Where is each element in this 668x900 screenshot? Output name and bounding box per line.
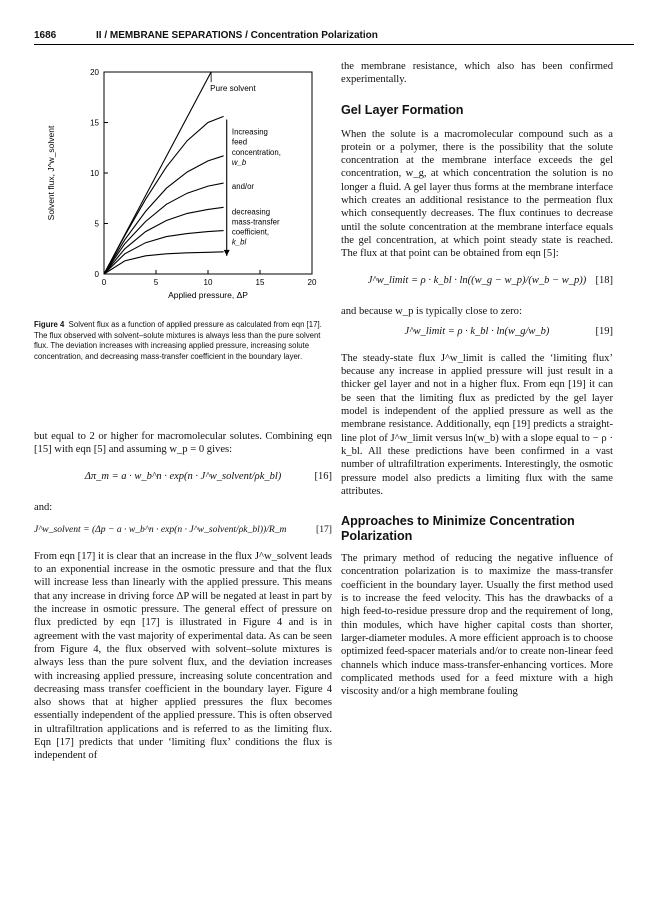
equation-19 <box>341 326 613 342</box>
y-tick-label: 20 <box>90 68 99 77</box>
heading-gel-layer: Gel Layer Formation <box>341 102 464 117</box>
x-axis-label: Applied pressure, ΔP <box>168 290 248 300</box>
para-gel-layer: When the solute is a macromolecular compound such as a protein or a polymer, there is the possibility that the solute concentration at the membrane interface exceeds the gel concentration, w_g, at which concentration the solution is no longer a fluid. A gel layer thus forms at the membrane interface which creates an additional resistance to the permeation flux which consequently decreases. The flux continues to decrease until the solute concentration at the membrane interface equals the gel concentration, at which point steady state is reached. The flux at that point can be obtained from eqn [5]: <box>341 128 613 260</box>
equation-16 <box>34 471 332 487</box>
annotation-and-or: and/or <box>231 182 255 192</box>
annotation-wb: w_b <box>231 157 247 167</box>
annotation-pure-solvent: Pure solvent <box>210 84 256 94</box>
x-tick-label: 0 <box>101 278 107 287</box>
para-membrane-resistance: the membrane resistance, which also has been confirmed experimentally. <box>341 61 613 86</box>
para-from-eqn-17: From eqn [17] it is clear that an increase in the flux J^w_solvent leads to an exponential increase in the osmotic pressure and that the flux will increase less than linearly with the applied pressure. This means that any increase in driving force ΔP will be negated at least in part by the increase in osmotic pressure. The general effect of pressure on flux predicted by eqn [17] is illustrated in Figure 4 and is in agreement with the vast majority of experimental data. As can be seen from Figure 4, the flux observed with solvent–solute mixtures is always less than the pure solvent flux, and the deviation increases with increasing applied pressure, increasing solute concentration and decreasing mass transfer coefficient in the boundary layer. Figure 4 also shows that at higher applied pressures the flux becomes essentially independent of the applied pressure. This is often observed in ultrafiltration applications and is referred to as the limiting flux. Eqn [17] predicts that under ‘limiting flux’ conditions the flux is independent of <box>34 550 332 762</box>
and-label: and: <box>34 501 53 513</box>
x-tick-label: 15 <box>255 278 265 287</box>
trend-arrow-head <box>224 250 230 256</box>
figure-caption-text: Solvent flux as a function of applied pressure as calculated from eqn [17]. The flux observed with solvent–solute mixtures is always less than the pure solvent flux. The deviation increases with increasing applied pressure, increasing solute concentration, and decreasing mass-transfer coefficient in the boundary layer. <box>34 320 322 361</box>
heading-approaches: Approaches to Minimize Concentration Polarization <box>341 514 575 544</box>
x-tick-label: 5 <box>153 278 159 287</box>
y-tick-label: 15 <box>90 118 99 128</box>
equation-19-number: [19] <box>595 325 613 337</box>
annotation-concentration: concentration, <box>231 147 281 157</box>
annotation-kbl: k_bl <box>231 237 247 247</box>
x-tick-label: 10 <box>203 278 213 287</box>
para-wp-close-zero: and because w_p is typically close to zero: <box>341 305 522 317</box>
equation-17 <box>34 524 332 540</box>
page-header <box>34 28 634 46</box>
annotation-feed: feed <box>231 137 248 147</box>
equation-18 <box>341 275 613 291</box>
annotation-mass-transfer: mass-transfer <box>231 217 280 227</box>
equation-18-number: [18] <box>595 274 613 286</box>
page-number: 1686 <box>34 30 57 41</box>
y-tick-label: 5 <box>94 219 99 229</box>
para-approaches: The primary method of reducing the negative influence of concentration polarization is to maximize the mass-transfer coefficient in the boundary layer. Usually the first method used is to increase the feed velocity. This has the drawbacks of a high feed-to-residue pressure drop and the requirement of long, thin modules, which have higher capital costs than shorter, larger-diameter modules. A more efficient approach is to choose optimized feed-spacer materials and/or to create non-linear feed channels which induce mass-transfer-enhancing vortices. More complicated methods used for a feed mixture with a high viscosity and/or a high membrane fouling <box>341 553 613 698</box>
left-column <box>34 430 332 763</box>
flux-curve <box>104 252 224 274</box>
y-axis-label: Solvent flux, J^w_solvent <box>46 125 56 221</box>
annotation-coefficient: coefficient, <box>231 227 270 237</box>
para-macromolecular: but equal to 2 or higher for macromolecular solutes. Combining eqn [15] with eqn [5] and assuming w_p = 0 gives: <box>34 431 332 456</box>
y-tick-label: 10 <box>90 169 99 178</box>
flux-curve <box>104 116 224 274</box>
y-tick-label: 0 <box>94 270 99 279</box>
header-rule <box>34 44 634 45</box>
right-column <box>341 60 613 698</box>
figure-4-chart <box>34 62 332 312</box>
flux-curve <box>104 183 224 274</box>
equation-17-number: [17] <box>316 523 332 535</box>
equation-19-body: J^w_limit = ρ · k_bl · ln(w_g/w_b) <box>404 325 550 337</box>
plot-frame <box>104 72 312 274</box>
x-tick-label: 20 <box>307 278 317 287</box>
equation-16-body: Δπ_m = a · w_b^n · exp(n · J^w_solvent/ρk_bl) <box>84 470 282 482</box>
equation-18-body: J^w_limit = ρ · k_bl · ln((w_g − w_p)/(w_b − w_p)) <box>367 274 587 286</box>
figure-caption <box>34 320 330 362</box>
para-limiting-flux: The steady-state flux J^w_limit is called the ‘limiting flux’ because any increase in applied pressure will just result in a thicker gel layer and not in a higher flux. From eqn [19] it can be seen that the limiting flux as predicted by the gel layer model is independent of the applied pressure as well as the membrane resistance. Additionally, eqn [19] predicts a straight-line plot of J^w_limit versus ln(w_b) with a slope equal to − ρ · k_bl. All these predictions have been confirmed in a vast number of ultrafiltration experiments. Interestingly, the osmotic pressure model also predicts a limiting flux with the same attributes. <box>341 352 613 497</box>
equation-17-body: J^w_solvent = (Δp − a · w_b^n · exp(n · J^w_solvent/ρk_bl))/R_m <box>34 523 287 535</box>
annotation-increasing: Increasing <box>231 127 268 137</box>
equation-16-number: [16] <box>314 470 332 482</box>
running-title: II / MEMBRANE SEPARATIONS / Concentration Polarization <box>96 30 378 41</box>
annotation-decreasing: decreasing <box>231 207 271 217</box>
figure-caption-label: Figure 4 <box>34 320 65 329</box>
